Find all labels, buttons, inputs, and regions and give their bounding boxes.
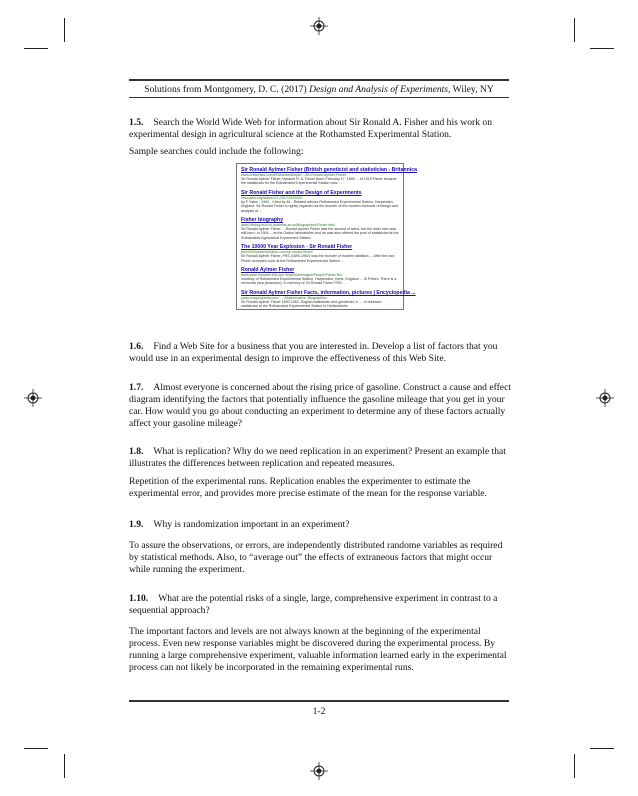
registration-target-icon xyxy=(24,389,42,407)
search-result-url: www.jstor.org/stable/10.2307/2529209 xyxy=(241,195,302,200)
search-result-snippet: Sir Ronald Aylmer Fisher 1890-1962, English statistician and geneticist, b. ... of research statistician at the Rothamsted Experimental Station in Hertfordshire xyxy=(241,299,382,309)
search-result xyxy=(241,267,399,286)
search-result-url: www-history.mcs.st-andrews.ac.uk/Biographies/Fisher.html xyxy=(241,223,335,228)
header-rule-thick xyxy=(129,79,509,81)
answer-1-5: Sample searches could include the following: xyxy=(129,146,304,157)
crop-mark xyxy=(590,48,614,49)
crop-mark xyxy=(590,748,614,749)
search-result-snippet: courtesy of Rothamsted Experimental Station, Harpenden, Herts, England ... St Peters. There is a memorial plea (boscoted). In memory of Sir Ronald Fisher FRS ... xyxy=(241,277,397,286)
search-result-url: www.britannica.com/EBchecked/topic/.../Sir-Ronald-Aylmer-Fisher xyxy=(241,173,347,177)
crop-mark xyxy=(64,18,65,42)
search-result-url: www.encyclopedia.com/ ... /Mathematics: Biographies xyxy=(241,295,327,300)
search-result xyxy=(241,244,399,263)
footer-rule-thick xyxy=(129,700,509,702)
search-result-title[interactable]: Sir Ronald Aylmer Fisher Facts, information, pictures | Encyclopedia ... xyxy=(241,289,416,296)
search-result-title[interactable]: Sir Ronald Fisher and the Design of Experiments xyxy=(241,189,362,196)
question-1-6: 1.6. Find a Web Site for a business that you are interested in. Develop a list of factors that you would use in an experimental design to improve the effectiveness of this Web Site. xyxy=(129,341,498,364)
book-title: Design and Analysis of Experiments xyxy=(309,84,449,95)
crop-mark xyxy=(24,48,48,49)
search-result xyxy=(241,217,399,240)
search-result xyxy=(241,167,418,186)
search-result-title[interactable]: Fisher biography xyxy=(241,217,284,224)
question-1-10: 1.10. What are the potential risks of a single, large, comprehensive experiment in contrast to a sequential approach? xyxy=(129,593,498,616)
answer-1-8: Repetition of the experimental runs. Replication enables the experimenter to estimate the experimental error, and provides more precise estimate of the mean for the response variable. xyxy=(129,476,487,499)
search-result-title[interactable]: The 10000 Year Explosion - Sir Ronald Fisher xyxy=(241,244,353,251)
page-number: 1-2 xyxy=(312,706,326,717)
registration-target-icon xyxy=(596,389,614,407)
running-header: Solutions from Montgomery, D. C. (2017) Design and Analysis of Experiments, Wiley, NY xyxy=(144,84,494,95)
search-result-snippet: Sir Ronald Aylmer Fisher ... Ronald Aylmer Fisher was the second of twins, but the older twin was still-born. In 1904 ... at the Galton laboratories and he was also offered the post of statistician at the Rothamsted Agricultural Experiment Station. xyxy=(241,227,399,240)
question-1-7: 1.7. Almost everyone is concerned about the rising price of gasoline. Construct a cause and effect diagram identifying the factors that potentially influence the gasoline mileage that you get in your car. How would you go about conducting an experiment to determine any of these factors actually affect your gasoline mileage? xyxy=(129,382,511,429)
header-rule-thin xyxy=(129,97,509,98)
question-1-5: 1.5. Search the World Wide Web for information about Sir Ronald A. Fisher and his work on experimental design in agricultural science at the Rothamsted Experimental Station. xyxy=(129,117,492,140)
search-result-snippet: Sir Ronald Aylmer Fisher, byname R. A. Fisher (born February 17, 1890 ... In 1919 Fisher became the statistician for the Rothamsted Experimental Station near ... xyxy=(241,177,397,186)
search-result-snippet: Sir Ronald Aylmer Fisher, FRS (1890-1962) was the founder of modern statistics ... After the war, Fisher accepted a job at the Rothamsted Experimental Station ... xyxy=(241,254,395,263)
crop-mark xyxy=(574,754,575,778)
crop-mark xyxy=(574,18,575,42)
search-result-title[interactable]: Sir Ronald Aylmer Fisher (British geneticist and statistician - Britannica xyxy=(241,167,418,173)
crop-mark xyxy=(64,754,65,778)
search-result-url: www.csse.monash.edu.au/~lloyd/tildeImages/People/Fisher.RA/ xyxy=(241,273,343,278)
search-result-title[interactable]: Ronald Aylmer Fisher xyxy=(241,267,295,274)
registration-target-icon xyxy=(310,17,328,35)
search-results-screenshot xyxy=(236,163,418,310)
answer-1-10: The important factors and levels are not always known at the beginning of the experimental process. Even new response variables might be discovered during the experimental process. By running a large comprehensive experiment, valuable information learned early in the experimental process can not likely be incorporated in the remaining experimental runs. xyxy=(129,626,507,673)
search-result-snippet: by F Yates - 1964 - Cited by 48 - Related articles Rothamsted Experimental Station, Harpenden, England. Sir Ronald Fisher is rightly regarded as the founder of the modern methods of design and analysis of ... xyxy=(241,199,399,213)
search-result xyxy=(241,289,416,309)
search-result-url: the10000yearexplosion.com/sir-ronald-fisher/ xyxy=(241,250,313,255)
question-1-8: 1.8. What is replication? Why do we need replication in an experiment? Present an example that illustrates the differences between replication and repeated measures. xyxy=(129,446,506,469)
question-1-9: 1.9. Why is randomization important in an experiment? xyxy=(129,519,350,530)
registration-target-icon xyxy=(310,762,328,780)
answer-1-9: To assure the observations, or errors, are independently distributed randome variables as required by statistical methods. Also, to “average out” the effects of extraneous factors that might occur while running the experiment. xyxy=(129,540,503,575)
search-result xyxy=(241,190,399,213)
crop-mark xyxy=(24,748,48,749)
